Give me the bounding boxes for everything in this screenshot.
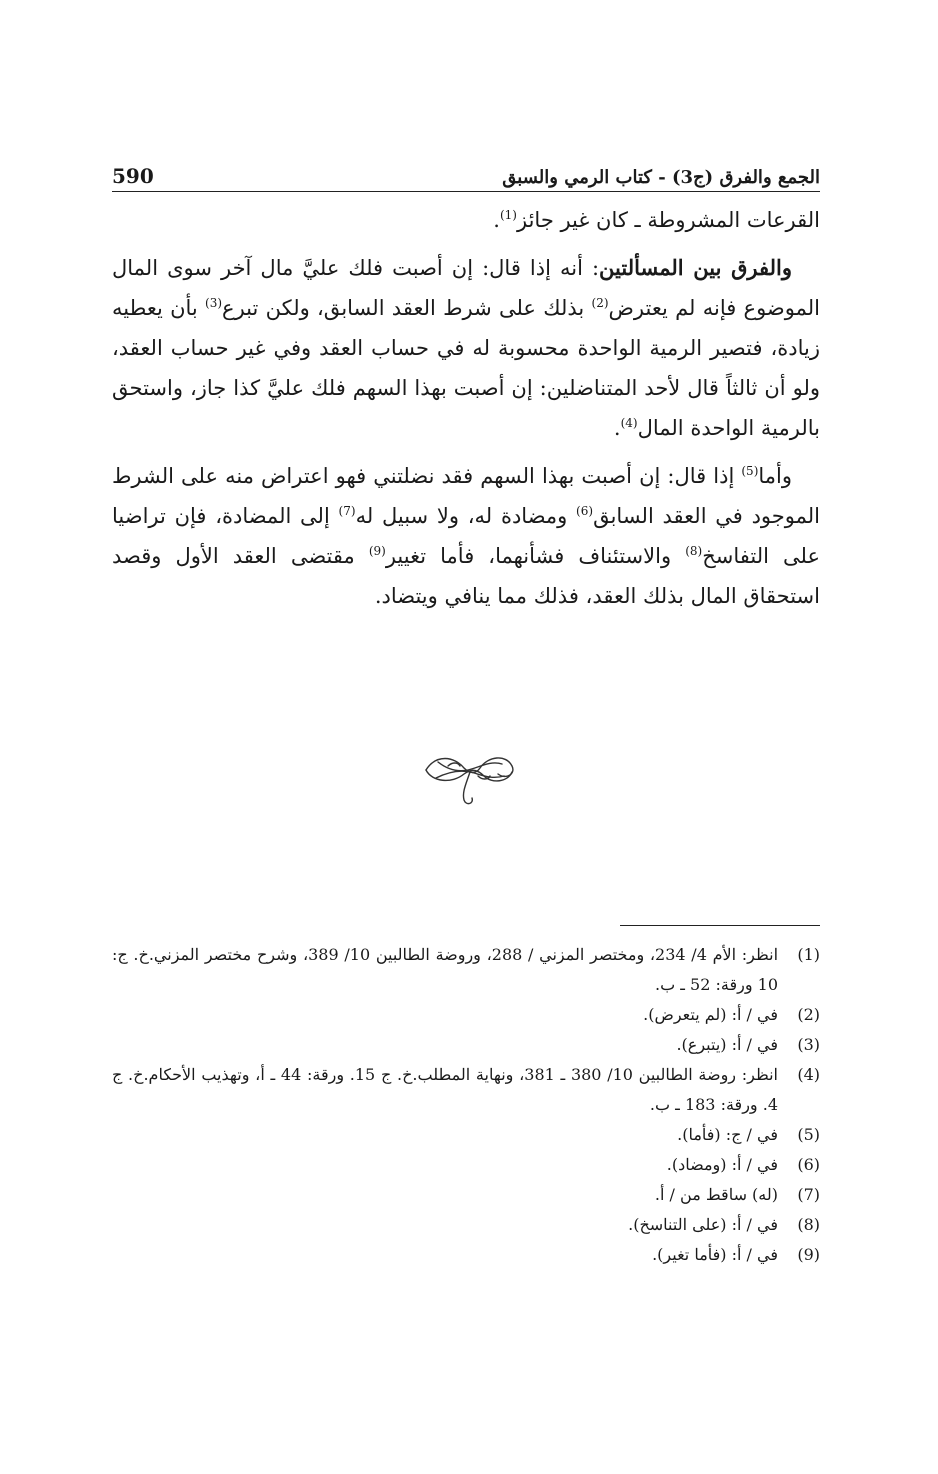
footnote-ref-7: (7) — [338, 504, 356, 518]
footnote-number: (3) — [797, 1035, 820, 1054]
footnote-ref-2: (2) — [591, 296, 609, 310]
footnote-rule — [620, 925, 820, 926]
footnote-item — [112, 1240, 820, 1270]
footnote-number: (2) — [797, 1005, 820, 1024]
footnote-text: في / أ: (ومضاد). — [666, 1155, 778, 1174]
paragraph-text: إذا قال: إن أصبت بهذا السهم فقد نضلتني فهو اعتراض منه على الشرط الموجود في العقد السابق — [112, 464, 820, 528]
paragraph-text: . — [613, 416, 621, 440]
paragraph-text: بأن يعطيه زيادة، فتصير الرمية الواحدة محسوبة له في حساب العقد وفي غير حساب العقد، ولو أن ثالثاً قال لأحد المتناضلين: إن أصبت بهذا السهم فلك عليَّ كذا جاز، واستحق بالرمية الواحدة المال — [112, 296, 820, 440]
footnote-text: في / أ: (يتبرع). — [676, 1035, 778, 1054]
footnote-ref-4: (4) — [620, 416, 638, 430]
footnote-ref-9: (9) — [368, 544, 386, 558]
footnote-number: (9) — [797, 1245, 820, 1264]
paragraph-text: . — [493, 208, 500, 232]
paragraph-text: القرعات المشروطة ـ كان غير جائز — [516, 208, 820, 232]
footnote-number: (6) — [797, 1155, 820, 1174]
footnote-text: في / أ: (فأما تغير). — [652, 1245, 778, 1264]
footnote-number: (4) — [797, 1065, 820, 1084]
paragraph-1 — [112, 200, 820, 240]
footnote-item — [112, 1030, 820, 1060]
paragraph-3 — [112, 456, 820, 616]
footnote-text: (له) ساقط من / أ. — [654, 1185, 778, 1204]
paragraph-text: والاستئناف فشأنهما، فأما تغيير — [385, 544, 686, 568]
footnote-text: في / أ: (لم يتعرض). — [643, 1005, 778, 1024]
paragraph-text: إلى المضادة، فإن تراضيا على التفاسخ — [112, 504, 820, 568]
header-rule — [112, 191, 820, 192]
footnote-item — [112, 1060, 820, 1120]
footnote-ref-8: (8) — [685, 544, 703, 558]
paragraph-text: ومضادة له، ولا سبيل له — [355, 504, 577, 528]
footnote-item — [112, 1210, 820, 1240]
footnote-item — [112, 1120, 820, 1150]
footnote-number: (5) — [797, 1125, 820, 1144]
footnote-ref-6: (6) — [576, 504, 594, 518]
running-title: الجمع والفرق (ج3) - كتاب الرمي والسبق — [502, 167, 820, 188]
footnote-item — [112, 940, 820, 1000]
paragraph-text: : أنه إذا قال: إن أصبت فلك عليَّ مال آخر سوى المال الموضوع فإنه لم يعترض — [112, 256, 820, 320]
main-text — [112, 200, 820, 624]
footnote-number: (1) — [797, 945, 820, 964]
paragraph-lead: والفرق بين المسألتين — [599, 255, 792, 280]
floral-ornament-icon — [418, 740, 518, 810]
paragraph-text: بذلك على شرط العقد السابق، ولكن تبرع — [222, 296, 592, 320]
page-number: 590 — [112, 164, 154, 188]
footnote-item — [112, 1000, 820, 1030]
paragraph-2 — [112, 248, 820, 448]
paragraph-text: مقتضى العقد الأول وقصد استحقاق المال بذلك العقد، فذلك مما ينافي ويتضاد. — [112, 544, 820, 608]
paragraph-text: وأما — [758, 464, 792, 488]
footnote-number: (8) — [797, 1215, 820, 1234]
footnote-number: (7) — [797, 1185, 820, 1204]
footnote-text: في / أ: (على التناسخ). — [628, 1215, 778, 1234]
footnote-ref-1: (1) — [499, 208, 517, 222]
footnote-ref-5: (5) — [741, 464, 759, 478]
page-header — [112, 148, 820, 188]
footnote-text: انظر: الأم 4/ 234، ومختصر المزني / 288، وروضة الطالبين 10/ 389، وشرح مختصر المزني.خ. ج: 10 ورقة: 52 ـ ب. — [112, 945, 779, 994]
footnote-item — [112, 1150, 820, 1180]
footnotes — [112, 940, 820, 1270]
footnote-text: في / ج: (فأما). — [677, 1125, 778, 1144]
footnote-ref-3: (3) — [205, 296, 223, 310]
footnote-item — [112, 1180, 820, 1210]
footnote-text: انظر: روضة الطالبين 10/ 380 ـ 381، ونهاية المطلب.خ. ج 15. ورقة: 44 ـ أ، وتهذيب الأحكام.خ. ج 4. ورقة: 183 ـ ب. — [112, 1065, 778, 1114]
